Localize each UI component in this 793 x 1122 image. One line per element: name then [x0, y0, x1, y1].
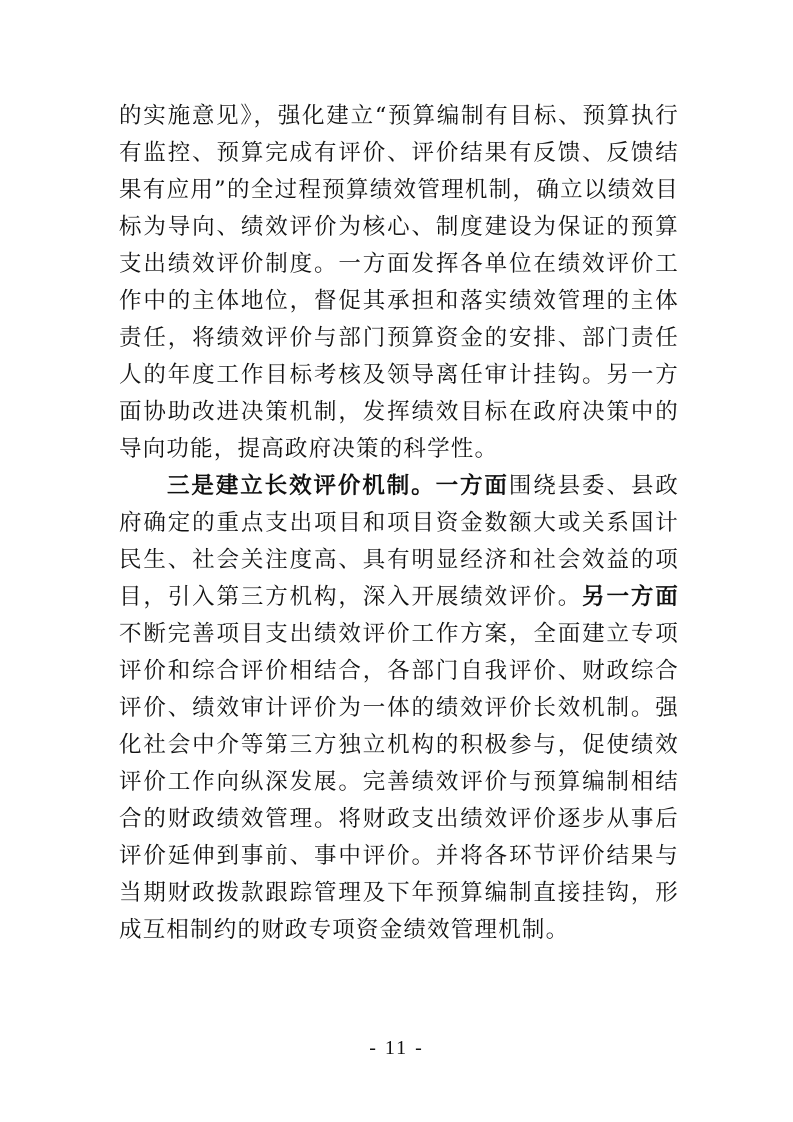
paragraph-2-lead-1: 一方面 — [435, 473, 509, 499]
paragraph-2-text-2: 不断完善项目支出绩效评价工作方案，全面建立专项评价和综合评价相结合，各部门自我评价、财政综合评价、绩效审计评价为一体的绩效评价长效机制。强化社会中介等第三方独立机构的积极参与，促使绩效评价工作向纵深发展。完善绩效评价与预算编制相结合的财政绩效管理。将财政支出绩效评价逐步从事后评价延伸到事前、事中评价。并将各环节评价结果与当期财政拨款跟踪管理及下年预算编制直接挂钩，形成互相制约的财政专项资金绩效管理机制。 — [119, 621, 679, 943]
document-body — [119, 98, 679, 949]
paragraph-2-lead-2: 另一方面 — [582, 584, 679, 610]
paragraph-2 — [119, 468, 679, 949]
paragraph-1: 的实施意见》，强化建立“预算编制有目标、预算执行有监控、预算完成有评价、评价结果有反馈、反馈结果有应用”的全过程预算绩效管理机制，确立以绩效目标为导向、绩效评价为核心、制度建设为保证的预算支出绩效评价制度。一方面发挥各单位在绩效评价工作中的主体地位，督促其承担和落实绩效管理的主体责任，将绩效评价与部门预算资金的安排、部门责任人的年度工作目标考核及领导离任审计挂钩。另一方面协助改进决策机制，发挥绩效目标在政府决策中的导向功能，提高政府决策的科学性。 — [119, 103, 679, 462]
paragraph-2-text-1: 围绕县委、县政府确定的重点支出项目和项目资金数额大或关系国计民生、社会关注度高、具有明显经济和社会效益的项目，引入第三方机构，深入开展绩效评价。 — [119, 473, 679, 610]
page-number: - 11 - — [369, 1037, 424, 1059]
paragraph-2-heading: 三是建立长效评价机制。 — [167, 473, 436, 499]
